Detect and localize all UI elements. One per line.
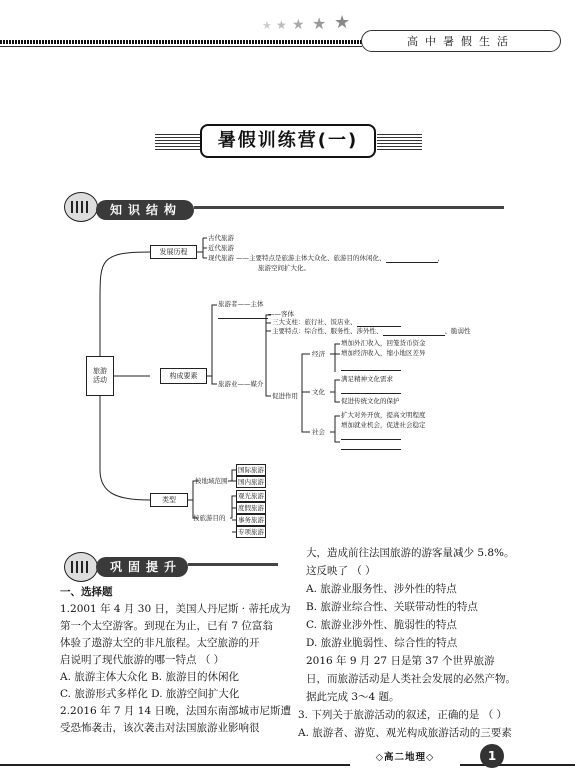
star-icon: ★ [312,14,327,33]
elem-role: 促进作用 [272,392,298,400]
elem-tourist-label: 旅游者 [218,300,238,308]
elem-econ-1: 增加外汇收入，回笼货币资金 [341,339,426,347]
elem-econ-2: 增加经济收入，缩小地区差异 [341,349,426,357]
elem-econ-blank [341,362,401,371]
elem-society-2: 增加就业机会，促进社会稳定 [341,421,426,429]
page-title: 暑假训练营(一) [200,124,376,158]
dev-modern-early: 近代旅游 [208,244,234,252]
elem-culture-blank [341,385,401,394]
elem-features-b: 、脆弱性 [444,327,471,335]
right-line-8: 日，而旅游活动是人类社会发展的必然产物。 [306,673,516,685]
right-line-10: 3. 下列关于旅游活动的叙述，正确的是 （ ） [298,709,508,721]
elem-society-blank-1 [341,431,401,440]
elem-econ: 经济 [312,350,325,358]
elem-society: 社会 [312,428,325,436]
elem-tourist: 旅游者——主体 [218,300,264,308]
types-sightseeing: 观光旅游 [238,492,264,500]
node-development [150,245,197,259]
left-line-2: 第一个太空游客。到现在为止，已有 7 位富翁 [60,620,273,632]
right-line-1: 大，造成前往法国旅游的游客量减少 5.8%。 [306,547,515,559]
right-line-11: A. 旅游者、游览、观光构成旅游活动的三要素 [298,727,512,739]
elem-culture-2: 促进传统文化的保护 [341,397,400,405]
elem-features [272,327,471,336]
left-line-6: C. 旅游形式多样化 D. 旅游空间扩大化 [60,688,240,700]
elem-culture: 文化 [312,388,325,396]
left-line-5: A. 旅游主体大众化 B. 旅游目的休闲化 [60,671,239,683]
left-line-4: 启说明了现代旅游的哪一特点 （ ） [60,654,225,666]
globe-icon [64,552,98,582]
left-line-8: 受恐怖袭击，该次袭击对法国旅游业影响很 [60,722,260,734]
types-international: 国际旅游 [238,466,264,474]
node-elements [160,368,207,384]
right-line-3: A. 旅游业服务性、涉外性的特点 [306,583,457,595]
star-icon: ★ [276,18,287,32]
series-title: 高中暑假生活 [361,30,561,52]
elem-society-blank-2 [341,441,401,450]
footer-subject: ◇高二地理◇ [350,750,460,766]
elem-pillars-label: 三大支柱：旅行社、饭店业、 [272,318,357,326]
right-line-5: C. 旅游业涉外性、脆弱性的特点 [306,619,457,631]
section-knowledge-title: 知识结构 [96,200,194,220]
section-rule-practice [188,563,278,566]
elem-industry-label: 旅游业 [218,380,238,388]
types-by-purpose: 按旅游目的 [193,514,226,522]
left-line-3: 体验了遨游太空的非凡旅程。太空旅游的开 [60,637,260,649]
node-development-label: 发展历程 [159,247,188,256]
types-business: 事务旅游 [238,516,264,524]
types-domestic: 国内旅游 [238,478,264,486]
types-vacation: 度假旅游 [238,504,264,512]
types-by-region: 按地域范围 [195,477,228,485]
right-line-9: 据此完成 3～4 题。 [306,691,400,703]
right-line-6: D. 旅游业脆弱性、综合性的特点 [306,637,458,649]
types-special: 专项旅游 [238,528,264,536]
page-number: 1 [480,744,504,768]
node-elements-label: 构成要素 [169,371,198,380]
right-line-2: 这反映了 （ ） [306,565,376,577]
elem-features-a: 主要特点：综合性、服务性、涉外性、 [272,327,383,335]
right-line-4: B. 旅游业综合性、关联带动性的特点 [306,601,478,613]
star-icon: ★ [292,17,305,33]
mindmap-root-label: 旅游活动 [93,367,107,384]
choice-heading: 一、选择题 [60,586,113,598]
dev-ancient: 古代旅游 [208,234,234,242]
elem-subject-label: 主体 [250,300,264,308]
star-icon: ★ [262,19,272,32]
dev-modern-desc-2: 旅游空间扩大化。 [258,264,310,272]
dev-modern-desc-1: ——主要特点是旅游主体大众化、旅游目的休闲化、 ， [236,254,444,262]
left-line-1: 1.2001 年 4 月 30 日，美国人丹尼斯 · 蒂托成为 [60,603,291,615]
elem-object-label: 客体 [281,310,294,318]
node-types [150,493,188,507]
dev-modern-text-1: ——主要特点是旅游主体大众化、旅游目的休闲化、 [236,254,386,262]
elem-medium-label: 媒介 [250,380,264,388]
section-practice-title: 巩固提升 [96,557,188,577]
elem-industry: 旅游业——媒介 [218,380,264,388]
elem-society-1: 扩大对外开放，提高文明程度 [341,411,426,419]
elem-pillars [272,318,401,327]
right-line-7: 2016 年 9 月 27 日是第 37 个世界旅游 [306,655,495,667]
dev-modern: 现代旅游 [208,254,234,262]
left-line-7: 2.2016 年 7 月 14 日晚，法国东南部城市尼斯遭 [60,705,291,717]
node-types-label: 类型 [162,495,176,504]
star-icon: ★ [334,12,351,33]
elem-culture-1: 满足精神文化需求 [341,375,393,383]
elem-object: ——客体 [218,310,294,319]
mindmap-root [86,356,114,396]
